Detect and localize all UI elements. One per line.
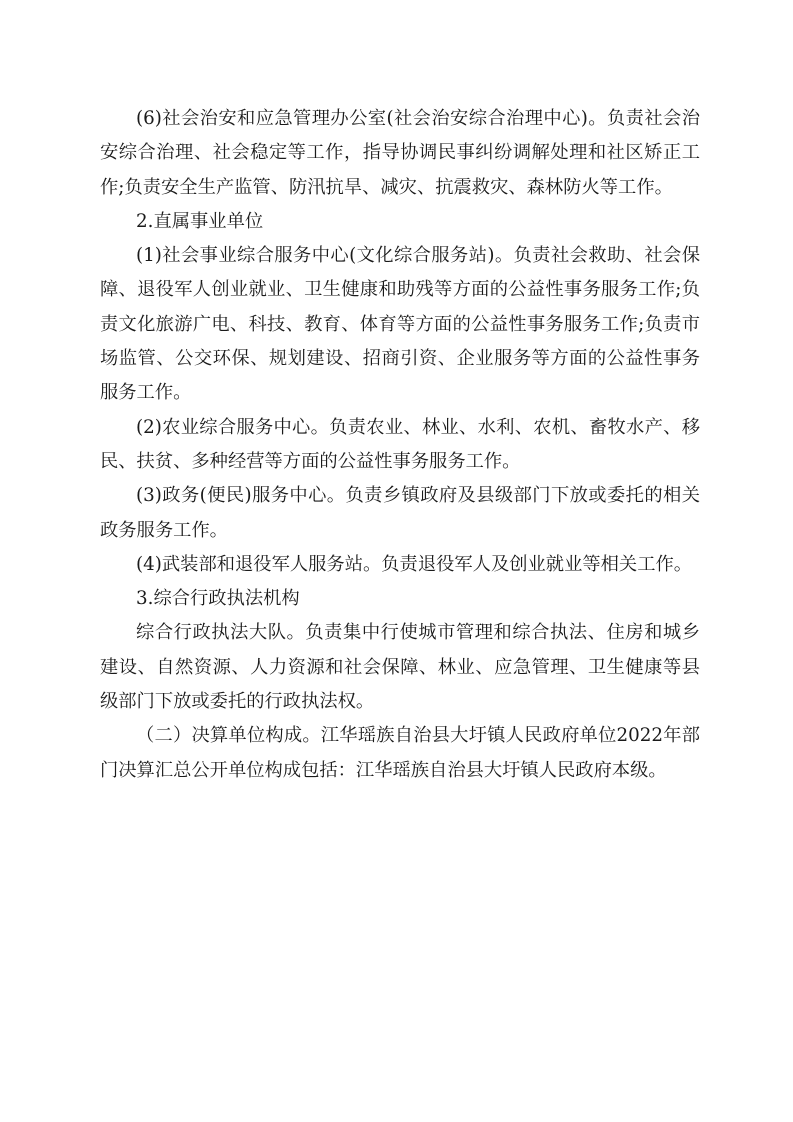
document-body xyxy=(100,102,700,788)
paragraph-social-affairs-center: (1)社会事业综合服务中心(文化综合服务站)。负责社会救助、社会保障、退役军人创业就业、卫生健康和助残等方面的公益性事务服务工作;负责文化旅游广电、科技、教育、体育等方面的公益性事务服务工作;负责市场监管、公交环保、规划建设、招商引资、企业服务等方面的公益性事务服务工作。 xyxy=(100,245,700,404)
paragraph-unit-composition: （二）决算单位构成。江华瑶族自治县大圩镇人民政府单位2022年部门决算汇总公开单位构成包括：江华瑶族自治县大圩镇人民政府本级。 xyxy=(100,725,700,781)
paragraph-social-security-office: (6)社会治安和应急管理办公室(社会治安综合治理中心)。负责社会治安综合治理、社会稳定等工作，指导协调民事纠纷调解处理和社区矫正工作;负责安全生产监管、防汛抗旱、减灾、抗震救灾、森林防火等工作。 xyxy=(100,108,700,198)
heading-public-institutions: 2.直属事业单位 xyxy=(136,210,264,232)
paragraph-armed-forces-station: (4)武装部和退役军人服务站。负责退役军人及创业就业等相关工作。 xyxy=(136,553,693,575)
paragraph-agriculture-center: (2)农业综合服务中心。负责农业、林业、水利、农机、畜牧水产、移民、扶贫、多种经营等方面的公益性事务服务工作。 xyxy=(100,416,700,472)
heading-law-enforcement: 3.综合行政执法机构 xyxy=(136,588,300,610)
paragraph-law-enforcement-team: 综合行政执法大队。负责集中行使城市管理和综合执法、住房和城乡建设、自然资源、人力资源和社会保障、林业、应急管理、卫生健康等县级部门下放或委托的行政执法权。 xyxy=(100,622,700,713)
paragraph-government-service-center: (3)政务(便民)服务中心。负责乡镇政府及县级部门下放或委托的相关政务服务工作。 xyxy=(100,485,700,541)
